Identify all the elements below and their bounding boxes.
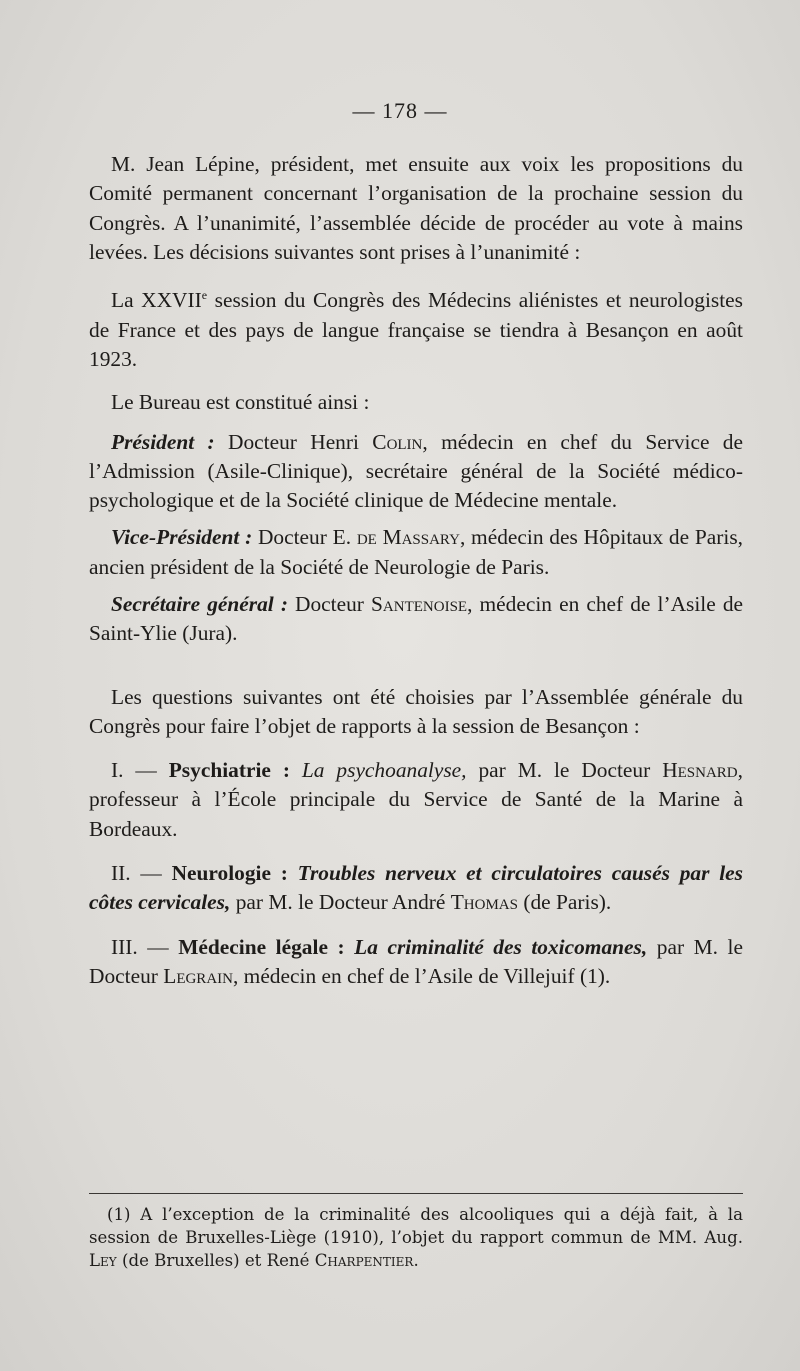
topic-2-pre: par M. le Docteur André [230, 890, 451, 915]
topic-3-name: Legrain [163, 963, 233, 988]
topic-1-num: I. — [111, 758, 169, 783]
vice-president-pre: Docteur E. [252, 525, 357, 550]
president-post: , médecin en chef du Service de l’Admission (Asile-Clinique), secrétaire général de la Société médico-psychologique et de la Société clinique de Médecine mentale. [89, 429, 743, 513]
session-sup: e [201, 288, 208, 303]
session-rest: session du Congrès des Médecins aliénistes et neurologistes de France et des pays de langue française se tiendra à Besançon en août 1923. [89, 288, 743, 371]
paragraph-vice-president [89, 523, 743, 582]
paragraph-bureau-intro: Le Bureau est constitué ainsi : [111, 390, 370, 415]
paragraph-president [89, 428, 743, 516]
secretary-role: Secrétaire général : [111, 591, 288, 616]
secretary-post: , médecin en chef de l’Asile de Saint-Ylie (Jura). [89, 591, 744, 646]
footnote-mid: (de Bruxelles) et René [116, 1251, 315, 1270]
topic-3-num: III. — [111, 934, 179, 959]
topic-1-pre: par M. le Docteur [466, 758, 663, 783]
paragraph-intro: M. Jean Lépine, président, met ensuite aux voix les propositions du Comité permanent concernant l’organisation de la prochaine session du Congrès. A l’unanimité, l’assemblée décide de procéder au vote à mains levées. Les décisions suivantes sont prises à l’unanimité : [89, 152, 743, 264]
body-text [89, 150, 743, 991]
president-pre: Docteur Henri [214, 429, 373, 454]
president-role: Président : [111, 429, 215, 454]
topic-2-name: Thomas [450, 890, 518, 915]
secretary-name: Santenoise [371, 591, 468, 616]
footnote-text [89, 1203, 743, 1272]
paragraph-topic-medecine-legale [89, 933, 743, 992]
vice-president-post: , médecin des Hôpitaux de Paris, ancien président de la Société de Neurologie de Paris. [89, 525, 743, 579]
paragraph-topic-neurologie [89, 859, 743, 918]
topic-2-post: (de Paris). [517, 890, 612, 915]
paragraph-session [89, 281, 743, 374]
topic-1-name: Hesnard [662, 758, 738, 783]
paragraph-secretary [89, 590, 743, 649]
footnote-rule [89, 1193, 743, 1194]
topic-1-post: , professeur à l’École principale du Service de Santé de la Marine à Bordeaux. [89, 758, 744, 841]
footnote-name-1: Ley [89, 1251, 117, 1270]
topic-3-field: Médecine légale : [178, 934, 345, 959]
topic-2-num: II. — [111, 861, 172, 886]
topic-3-title: La criminalité des toxicomanes, [344, 934, 648, 959]
topic-2-title: Troubles nerveux et circulatoires causés par les côtes cervicales, [89, 861, 743, 915]
paragraph-questions-intro: Les questions suivantes ont été choisies par l’Assemblée générale du Congrès pour faire l’objet de rapports à la session de Besançon : [89, 684, 743, 738]
footnote-post: . [413, 1251, 419, 1270]
secretary-pre: Docteur [287, 591, 372, 616]
page-number: — 178 — [352, 98, 448, 123]
footnote-pre: (1) A l’exception de la criminalité des alcooliques qui a déjà fait, à la session de Bruxelles-Liège (1910), l’objet du rapport commun de MM. Aug. [89, 1205, 743, 1247]
topic-3-pre: par M. le Docteur [89, 934, 743, 988]
session-prefix: La XXVII [111, 288, 202, 313]
vice-president-role: Vice-Président : [111, 525, 253, 550]
president-name: Colin [372, 429, 423, 454]
topic-2-field: Neurologie : [171, 861, 288, 886]
topic-1-title: La psychoanalyse, [289, 758, 467, 783]
footnote [89, 1203, 743, 1272]
paragraph-topic-psychiatrie [89, 756, 743, 844]
topic-1-field: Psychiatrie : [168, 758, 290, 783]
vice-president-name: de Massary [356, 525, 460, 550]
topic-3-post: , médecin en chef de l’Asile de Villejuif (1). [232, 963, 611, 988]
footnote-name-2: Charpentier [314, 1251, 414, 1270]
